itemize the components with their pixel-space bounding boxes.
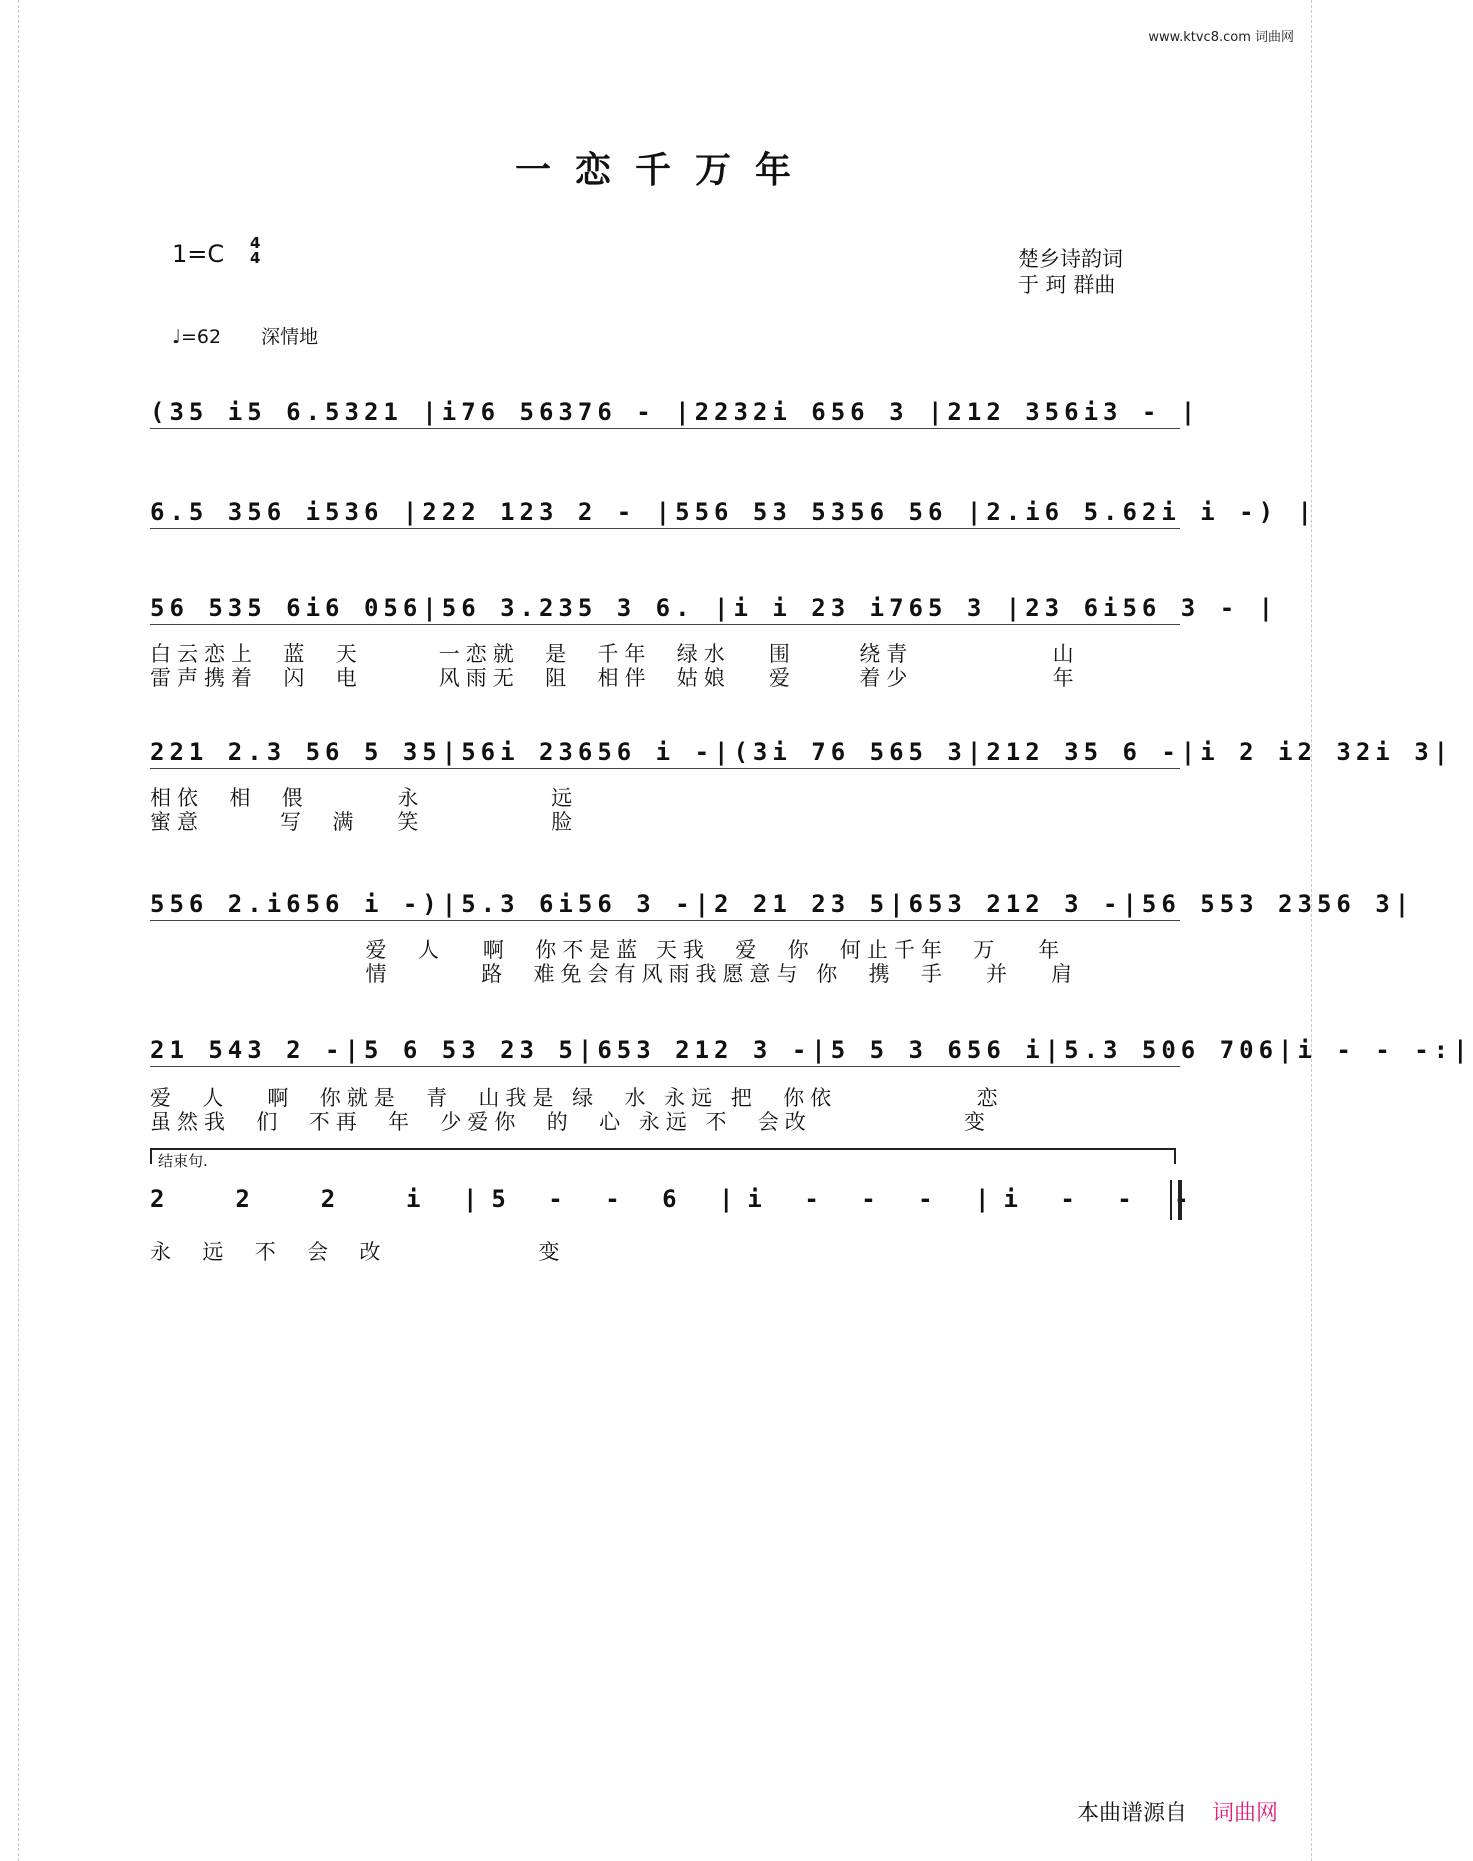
ending-notes: 2 2 2 i |5 - - 6 |i - - - |i - - -	[150, 1185, 1232, 1213]
right-watermark-strip	[1311, 0, 1330, 1861]
lyrics-line-5-verse-2: 情 路 难免会有风雨我愿意与 你 携 手 并 肩	[150, 962, 1078, 986]
score-line-6: 21 543 2 -|5 6 53 23 5|653 212 3 -|5 5 3 656 i|5.3 506 706|i - - -:|	[150, 1036, 1180, 1067]
score-line-4: 221 2.3 56 5 35|56i 23656 i -|(3i 76 565 3|212 35 6 -|i 2 i2 32i 3|	[150, 738, 1180, 769]
time-signature-top: 4	[250, 234, 261, 252]
tempo-value: ♩=62	[172, 326, 222, 348]
key-signature: 1=C	[172, 240, 225, 268]
expression-marking: 深情地	[261, 326, 319, 348]
tempo-marking	[172, 322, 318, 349]
lyricist: 楚乡诗韵词	[1018, 247, 1123, 271]
score-line-3: 56 535 6i6 056|56 3.235 3 6. |i i 23 i765 3 |23 6i56 3 - |	[150, 594, 1180, 625]
ending-lyrics: 永 远 不 会 改 变	[150, 1240, 566, 1264]
lyrics-line-4-verse-2: 蜜意 写 满 笑 脸	[150, 810, 579, 834]
song-title: 一恋千万年	[514, 149, 815, 191]
lyrics-line-3-verse-1: 白云恋上 蓝 天 一恋就 是 千年 绿水 围 绕青 山	[150, 642, 1080, 666]
score-line-1: (35 i5 6.5321 |i76 56376 - |2232i 656 3 |212 356i3 - |	[150, 398, 1180, 429]
site-url[interactable]: www.ktvc8.com 词曲网	[1148, 30, 1294, 45]
time-signature-bottom: 4	[250, 249, 261, 267]
lyrics-line-6-verse-1: 爱 人 啊 你就是 青 山我是 绿 水 永远 把 你依 恋	[150, 1086, 1004, 1110]
footer-source	[1077, 1796, 1278, 1827]
ending-label: 结束句.	[158, 1152, 208, 1170]
lyrics-line-3-verse-2: 雷声携着 闪 电 风雨无 阻 相伴 姑娘 爱 着少 年	[150, 666, 1080, 690]
footer-brand-link[interactable]: 词曲网	[1211, 1801, 1278, 1826]
final-barline	[1170, 1180, 1182, 1220]
score-line-5: 556 2.i656 i -)|5.3 6i56 3 -|2 21 23 5|653 212 3 -|56 553 2356 3|	[150, 890, 1180, 921]
lyrics-line-4-verse-1: 相依 相 偎 永 远	[150, 786, 579, 810]
score-line-2: 6.5 356 i536 |222 123 2 - |556 53 5356 56 |2.i6 5.62i i -) |	[150, 498, 1180, 529]
composer: 于 珂 群曲	[1018, 273, 1116, 297]
credits	[1018, 246, 1123, 298]
lyrics-line-6-verse-2: 虽然我 们 不再 年 少爱你 的 心 永远 不 会改 变	[150, 1110, 991, 1134]
footer-source-text: 本曲谱源自	[1076, 1801, 1187, 1826]
time-signature	[250, 236, 260, 266]
ending-bracket	[150, 1148, 1176, 1164]
lyrics-line-5-verse-1: 爱 人 啊 你不是蓝 天我 爱 你 何止千年 万 年	[150, 938, 1066, 962]
left-watermark-strip	[0, 0, 19, 1861]
